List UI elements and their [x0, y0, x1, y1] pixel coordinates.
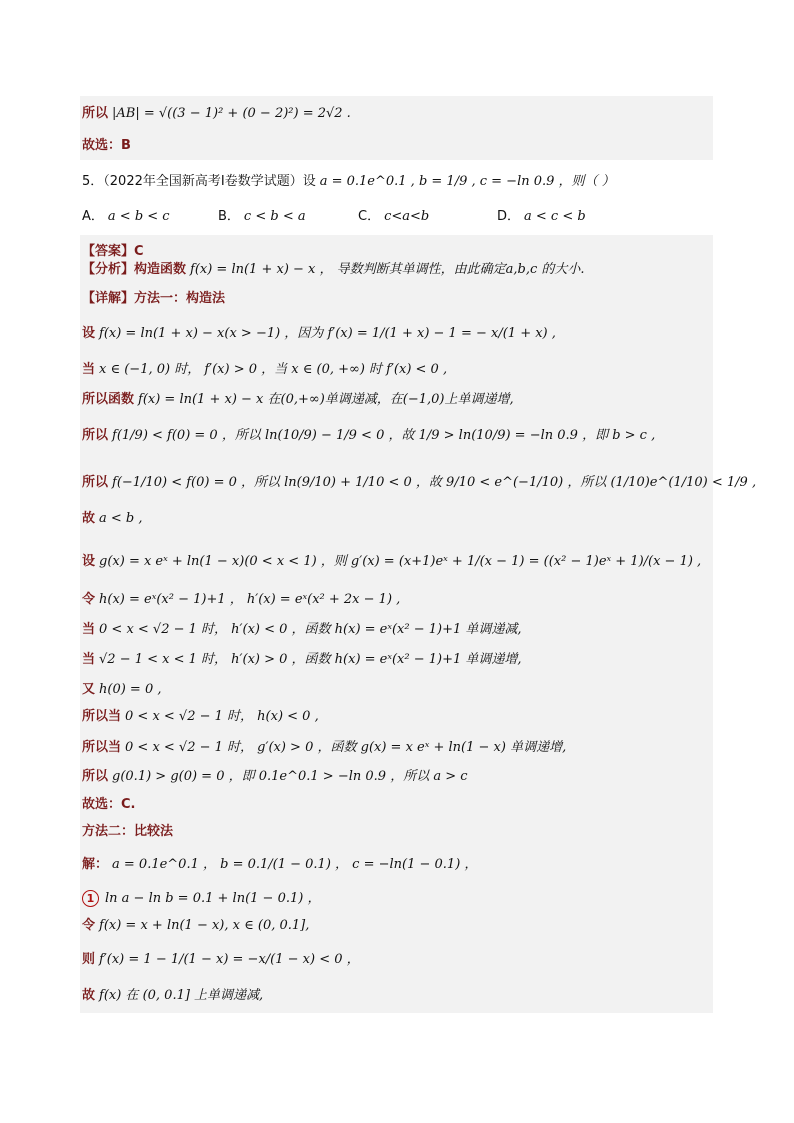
- text-line: [82, 820, 173, 844]
- line-label: 所以: [82, 106, 109, 121]
- line-label: 方法二：比较法: [82, 824, 174, 839]
- option-label: B．: [218, 209, 240, 224]
- option-text: a < c < b: [524, 209, 586, 224]
- line-label: 当: [82, 652, 96, 667]
- text-line: [82, 648, 522, 672]
- text-line: [82, 887, 320, 911]
- option-a: [82, 205, 170, 229]
- line-label: 故选：C.: [82, 797, 136, 812]
- line-label: 故选：B: [82, 138, 131, 153]
- math-expression: a = 0.1e^0.1 , b = 1/9 , c = −ln 0.9 ，则（ ）: [319, 174, 615, 189]
- math-expression: f(x) = x + ln(1 − x), x ∈ (0, 0.1],: [99, 918, 310, 933]
- text-line: [82, 388, 514, 412]
- line-label: 所以: [82, 428, 109, 443]
- text-line: [82, 793, 135, 817]
- line-label: 解：: [82, 857, 109, 872]
- text-line: [82, 618, 522, 642]
- math-expression: |AB| = √((3 − 1)² + (0 − 2)²) = 2√2 .: [112, 106, 351, 121]
- text-line: [82, 471, 756, 495]
- text-line: [82, 507, 143, 531]
- text-line: [82, 287, 225, 311]
- line-label: 设: [82, 554, 96, 569]
- text-line: [82, 102, 351, 126]
- text-line: [82, 948, 360, 972]
- math-expression: g(0.1) > g(0) = 0 ，即 0.1e^0.1 > −ln 0.9 ，所以 a > c: [112, 769, 468, 784]
- option-c: [358, 205, 429, 229]
- math-expression: f(x) = ln(1 + x) − x 在(0,+∞)单调递减，在(−1,0)上单调递增,: [138, 392, 514, 407]
- line-label: 故: [82, 511, 96, 526]
- math-expression: f(x) 在 (0, 0.1] 上单调递减,: [99, 988, 264, 1003]
- math-expression: f(x) = ln(1 + x) − x ， 导数判断其单调性，由此确定a,b,c 的大小.: [190, 262, 585, 277]
- line-label: 则: [82, 952, 96, 967]
- option-label: A．: [82, 209, 104, 224]
- text-line: [82, 914, 309, 938]
- line-label: 所以: [82, 475, 109, 490]
- math-expression: h(x) = eˣ(x² − 1)+1 ， h′(x) = eˣ(x² + 2x − 1) ,: [99, 592, 401, 607]
- text-line: [82, 736, 566, 760]
- math-expression: g(x) = x eˣ + ln(1 − x)(0 < x < 1) ，则 g′(x) = (x+1)eˣ + 1/(x − 1) = ((x² − 1)eˣ + 1)/(x − 1) ,: [99, 554, 702, 569]
- text-line: [82, 322, 556, 346]
- math-expression: a = 0.1e^0.1 ， b = 0.1/(1 − 0.1) ， c = −ln(1 − 0.1) ，: [112, 857, 478, 872]
- math-expression: 0 < x < √2 − 1 时， h(x) < 0 ,: [125, 709, 319, 724]
- line-label: 又: [82, 682, 96, 697]
- math-expression: a < b ,: [99, 511, 143, 526]
- line-label: 当: [82, 362, 96, 377]
- text-line: [82, 984, 263, 1008]
- option-text: c < b < a: [243, 209, 306, 224]
- line-label: 令: [82, 592, 96, 607]
- math-expression: f(−1/10) < f(0) = 0 ，所以 ln(9/10) + 1/10 < 0 ，故 9/10 < e^(−1/10) ，所以 (1/10)e^(1/10) < 1/9 ,: [112, 475, 757, 490]
- line-label: 设: [82, 326, 96, 341]
- line-label: 令: [82, 918, 96, 933]
- option-text: c<a<b: [384, 209, 430, 224]
- line-label: 【详解】方法一：构造法: [82, 291, 226, 306]
- text-line: [82, 678, 162, 702]
- line-label: 故: [82, 988, 96, 1003]
- option-label: C．: [358, 209, 381, 224]
- option-d: [497, 205, 586, 229]
- line-label: 所以当: [82, 740, 122, 755]
- math-expression: f(x) = ln(1 + x) − x(x > −1) ，因为 f′(x) = 1/(1 + x) − 1 = − x/(1 + x) ,: [99, 326, 556, 341]
- text-line: [82, 424, 655, 448]
- line-label: 当: [82, 622, 96, 637]
- line-label: 【答案】C: [82, 244, 144, 259]
- line-label: 【分析】构造函数: [82, 262, 187, 277]
- option-text: a < b < c: [107, 209, 170, 224]
- circled-number-icon: 1: [82, 890, 99, 907]
- text-line: [82, 765, 468, 789]
- math-expression: f′(x) = 1 − 1/(1 − x) = −x/(1 − x) < 0 ，: [99, 952, 360, 967]
- math-expression: h(0) = 0 ,: [99, 682, 162, 697]
- math-expression: f(1/9) < f(0) = 0 ，所以 ln(10/9) − 1/9 < 0 ，故 1/9 > ln(10/9) = −ln 0.9 ，即 b > c ,: [112, 428, 656, 443]
- text-line: [82, 550, 701, 574]
- math-expression: x ∈ (−1, 0) 时， f′(x) > 0 ，当 x ∈ (0, +∞) 时 f′(x) < 0 ,: [99, 362, 448, 377]
- math-expression: 0 < x < √2 − 1 时， g′(x) > 0 ，函数 g(x) = x eˣ + ln(1 − x) 单调递增,: [125, 740, 567, 755]
- line-label: 所以函数: [82, 392, 135, 407]
- text-line: [82, 134, 131, 158]
- text-line: [82, 705, 319, 729]
- line-label: 所以: [82, 769, 109, 784]
- line-label: 5．（2022年全国新高考Ⅰ卷数学试题）设: [82, 174, 316, 189]
- text-line: [82, 588, 400, 612]
- text-line: [82, 170, 615, 194]
- math-expression: √2 − 1 < x < 1 时， h′(x) > 0 ，函数 h(x) = eˣ(x² − 1)+1 单调递增,: [99, 652, 522, 667]
- option-label: D．: [497, 209, 521, 224]
- math-expression: ln a − ln b = 0.1 + ln(1 − 0.1) ，: [105, 891, 321, 906]
- text-line: [82, 358, 447, 382]
- text-line: [82, 258, 585, 282]
- option-b: [218, 205, 306, 229]
- line-label: 所以当: [82, 709, 122, 724]
- text-line: [82, 853, 477, 877]
- math-expression: 0 < x < √2 − 1 时， h′(x) < 0 ，函数 h(x) = eˣ(x² − 1)+1 单调递减,: [99, 622, 522, 637]
